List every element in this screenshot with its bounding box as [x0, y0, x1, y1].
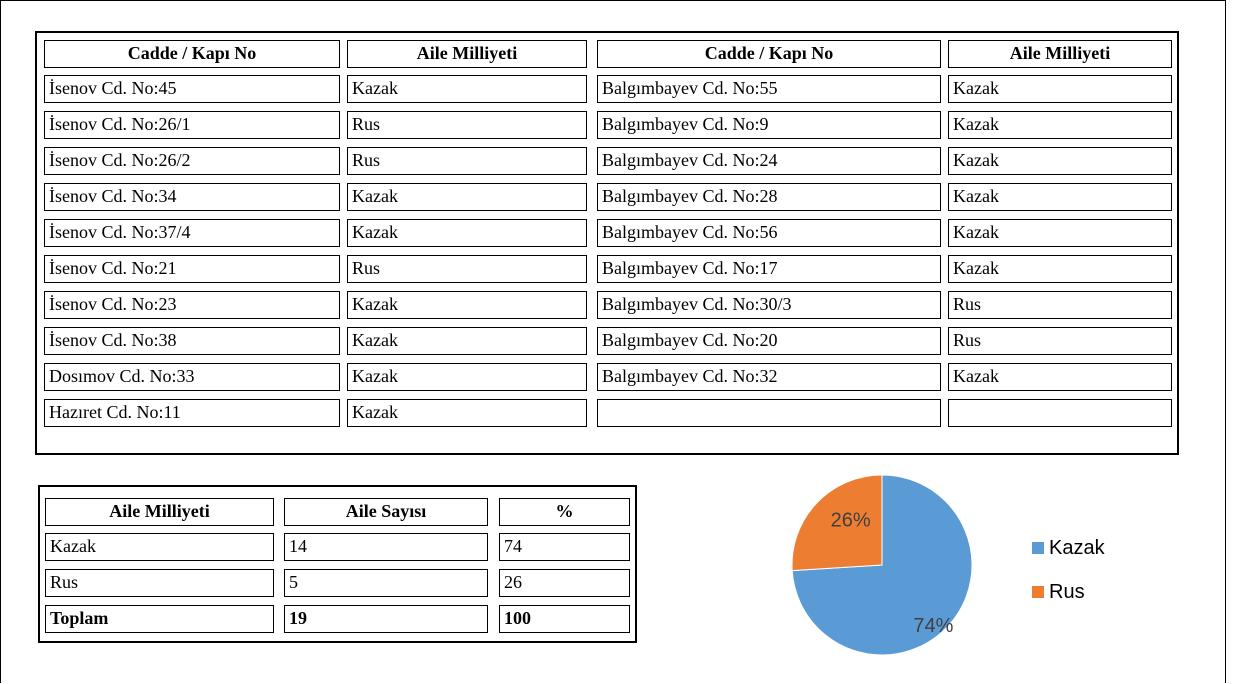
households-table [35, 31, 1179, 455]
nationality-cell: Kazak [948, 255, 1172, 283]
column-header: Cadde / Kapı No [597, 40, 941, 68]
address-cell: Balgımbayev Cd. No:17 [597, 255, 941, 283]
summary-cell: 5 [284, 569, 488, 597]
address-cell: İsenov Cd. No:23 [44, 291, 340, 319]
nationality-cell: Kazak [948, 363, 1172, 391]
nationality-cell: Kazak [347, 363, 587, 391]
pie-data-label: 26% [830, 509, 871, 532]
address-cell: İsenov Cd. No:26/1 [44, 111, 340, 139]
nationality-cell: Rus [948, 291, 1172, 319]
summary-total-cell: 100 [499, 605, 630, 633]
nationality-cell: Kazak [948, 183, 1172, 211]
legend-label: Kazak [1049, 537, 1105, 559]
nationality-cell: Kazak [347, 399, 587, 427]
address-cell: Balgımbayev Cd. No:28 [597, 183, 941, 211]
nationality-cell: Kazak [948, 111, 1172, 139]
summary-cell: Kazak [45, 533, 274, 561]
nationality-cell: Kazak [347, 183, 587, 211]
address-cell: Balgımbayev Cd. No:9 [597, 111, 941, 139]
column-header: Aile Milliyeti [347, 40, 587, 68]
nationality-cell [948, 399, 1172, 427]
nationality-pie-chart [760, 470, 1020, 670]
summary-header: Aile Milliyeti [45, 498, 274, 526]
address-cell: İsenov Cd. No:26/2 [44, 147, 340, 175]
nationality-cell: Rus [347, 111, 587, 139]
nationality-cell: Kazak [948, 75, 1172, 103]
address-cell: Dosımov Cd. No:33 [44, 363, 340, 391]
address-cell: İsenov Cd. No:21 [44, 255, 340, 283]
nationality-cell: Kazak [347, 291, 587, 319]
nationality-cell: Kazak [347, 327, 587, 355]
address-cell: İsenov Cd. No:34 [44, 183, 340, 211]
nationality-cell: Kazak [948, 147, 1172, 175]
legend-swatch-rus [1032, 586, 1044, 598]
summary-table [38, 485, 637, 643]
nationality-cell: Kazak [948, 219, 1172, 247]
address-cell: Balgımbayev Cd. No:30/3 [597, 291, 941, 319]
summary-cell: Rus [45, 569, 274, 597]
address-cell: İsenov Cd. No:38 [44, 327, 340, 355]
address-cell: Balgımbayev Cd. No:24 [597, 147, 941, 175]
nationality-cell: Kazak [347, 75, 587, 103]
nationality-cell: Rus [948, 327, 1172, 355]
summary-cell: 74 [499, 533, 630, 561]
address-cell: Balgımbayev Cd. No:55 [597, 75, 941, 103]
column-header: Aile Milliyeti [948, 40, 1172, 68]
nationality-cell: Rus [347, 255, 587, 283]
column-header: Cadde / Kapı No [44, 40, 340, 68]
summary-header: Aile Sayısı [284, 498, 488, 526]
address-cell: Hazıret Cd. No:11 [44, 399, 340, 427]
legend-label: Rus [1049, 581, 1085, 603]
address-cell: İsenov Cd. No:45 [44, 75, 340, 103]
address-cell [597, 399, 941, 427]
address-cell: Balgımbayev Cd. No:32 [597, 363, 941, 391]
summary-total-cell: Toplam [45, 605, 274, 633]
pie-data-label: 74% [913, 615, 954, 638]
summary-header: % [499, 498, 630, 526]
nationality-cell: Rus [347, 147, 587, 175]
summary-cell: 14 [284, 533, 488, 561]
summary-cell: 26 [499, 569, 630, 597]
nationality-cell: Kazak [347, 219, 587, 247]
address-cell: İsenov Cd. No:37/4 [44, 219, 340, 247]
summary-total-cell: 19 [284, 605, 488, 633]
address-cell: Balgımbayev Cd. No:20 [597, 327, 941, 355]
legend-swatch-kazak [1032, 542, 1044, 554]
address-cell: Balgımbayev Cd. No:56 [597, 219, 941, 247]
